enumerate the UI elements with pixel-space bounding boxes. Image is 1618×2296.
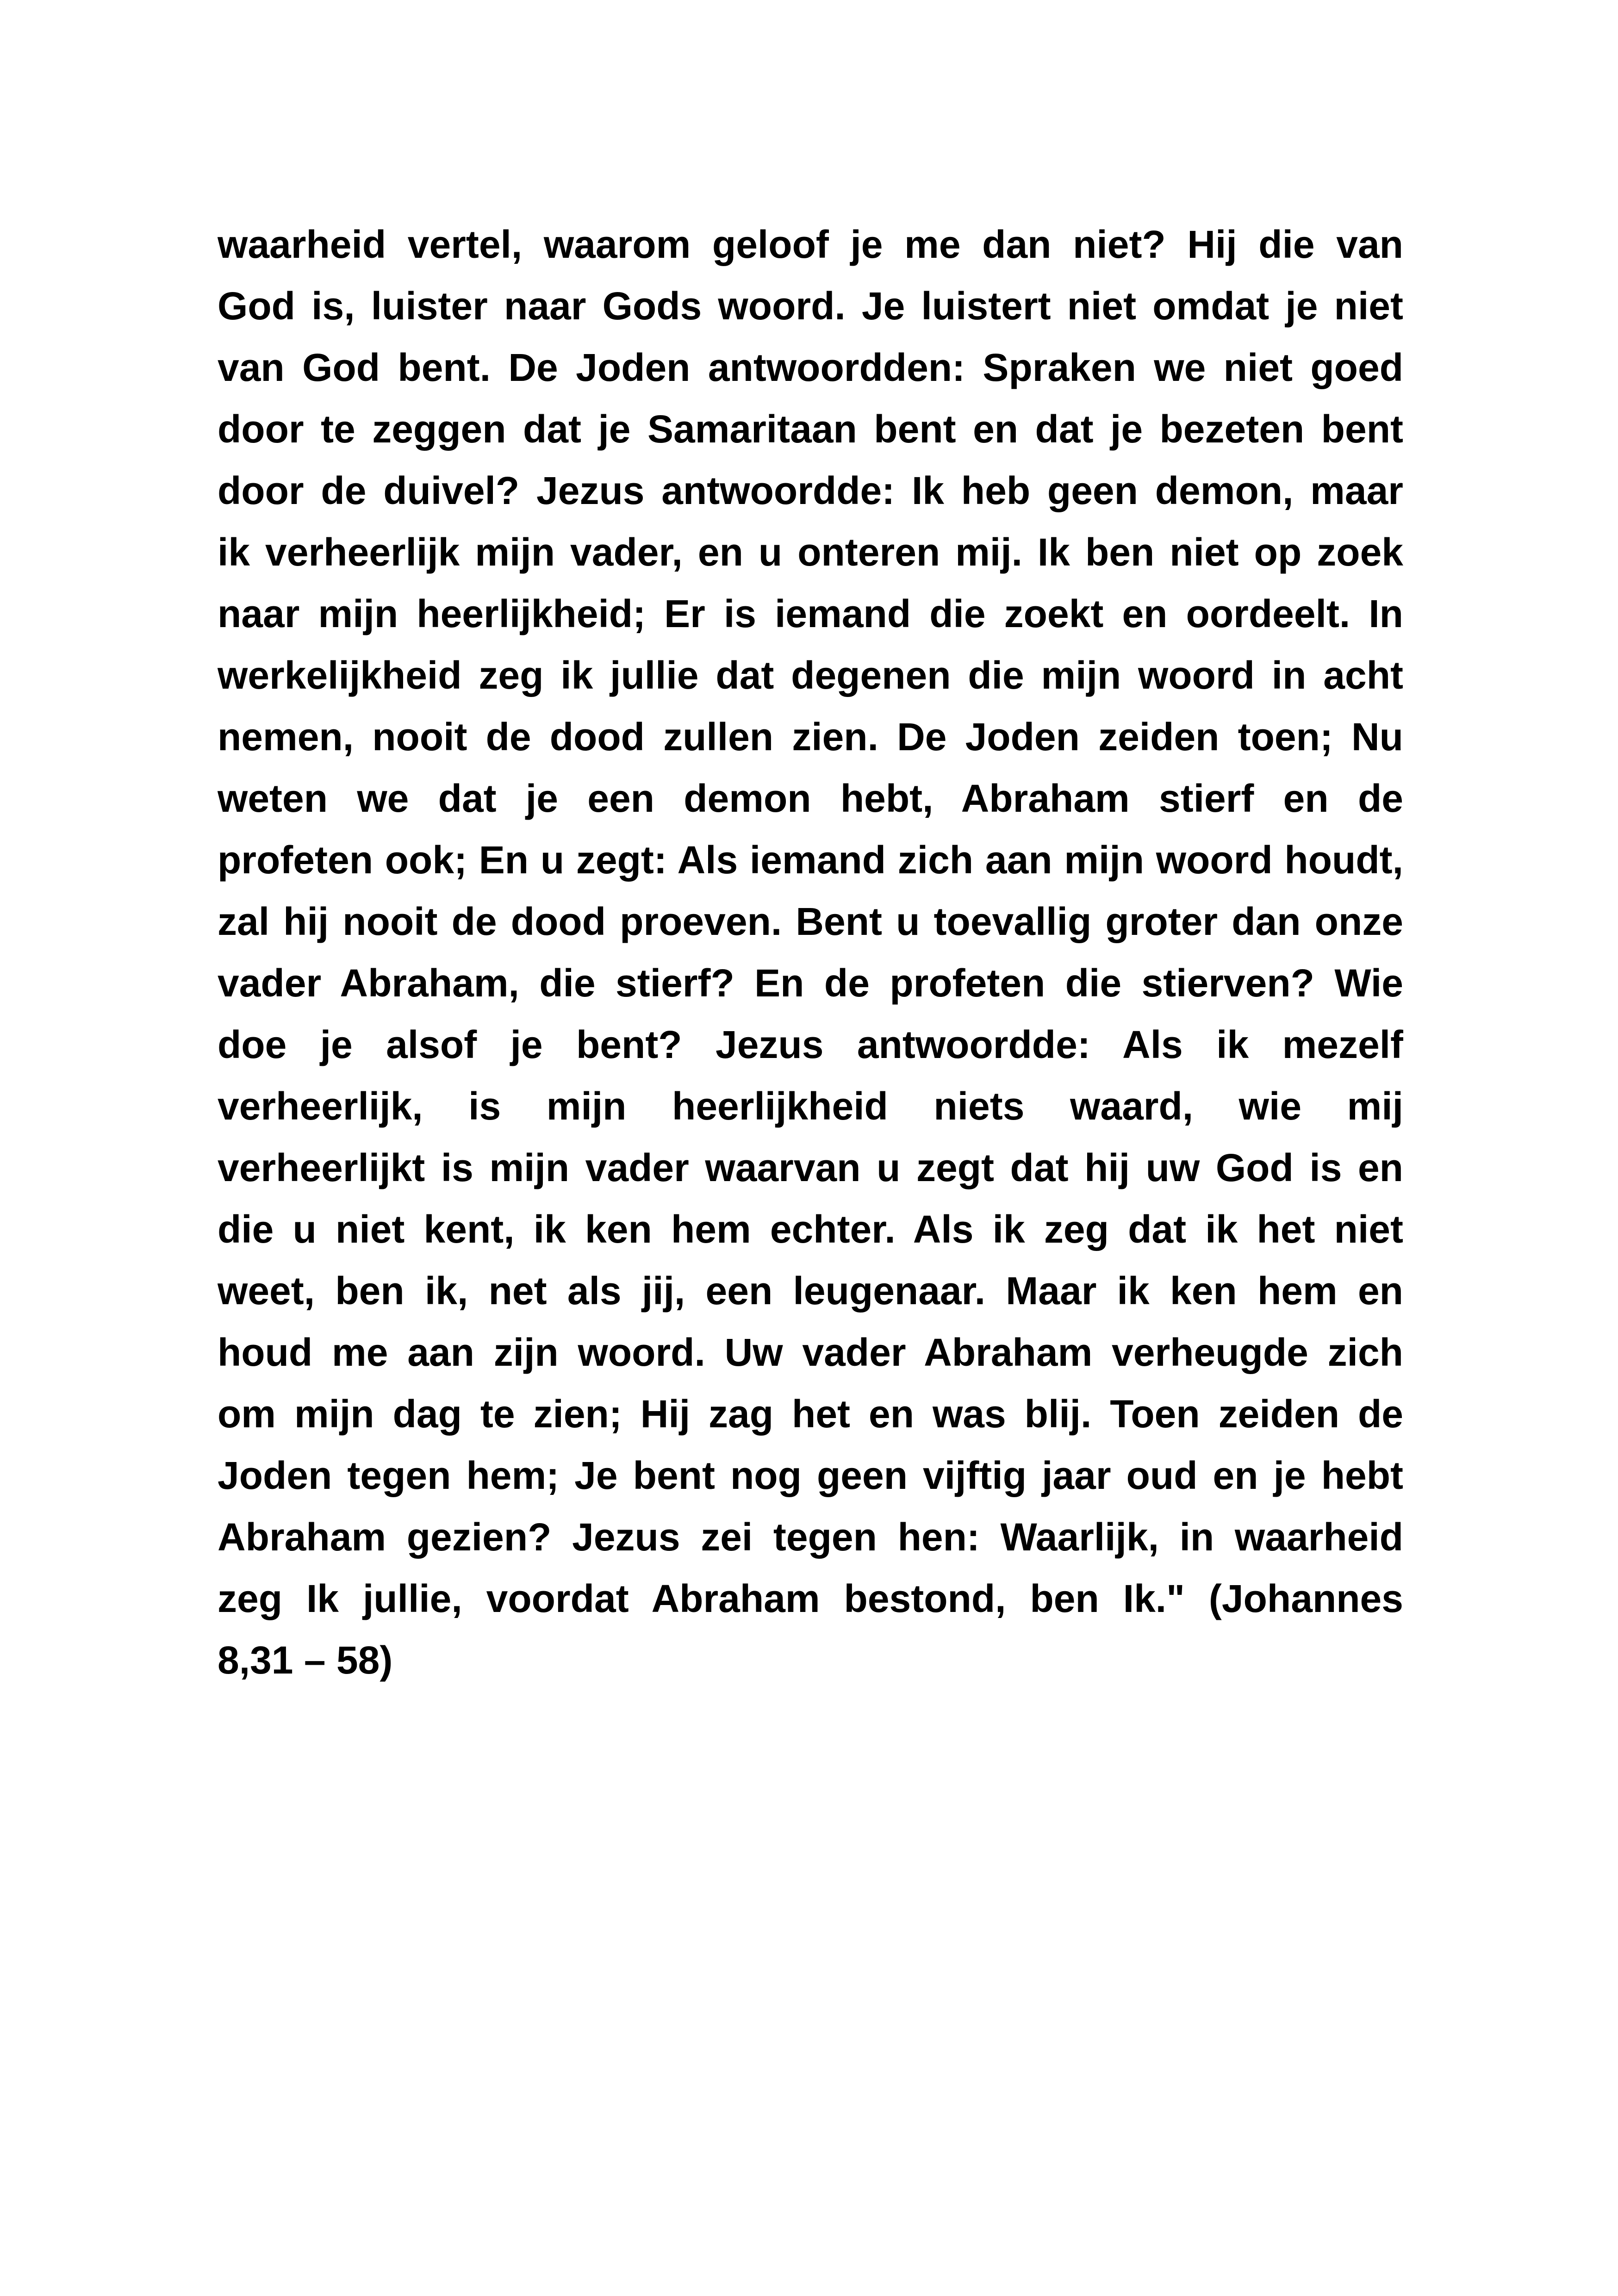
body-text <box>218 214 1403 1691</box>
text-line: door te zeggen dat je Samaritaan bent en dat je bezeten bent <box>218 407 1403 451</box>
text-line: vader Abraham, die stierf? En de profeten die stierven? Wie <box>218 961 1403 1005</box>
text-line: zal hij nooit de dood proeven. Bent u toevallig groter dan onze <box>218 900 1403 943</box>
text-line: verheerlijk, is mijn heerlijkheid niets waard, wie mij <box>218 1084 1403 1128</box>
text-line: werkelijkheid zeg ik jullie dat degenen die mijn woord in acht <box>218 653 1403 697</box>
text-line: door de duivel? Jezus antwoordde: Ik heb geen demon, maar <box>218 469 1403 512</box>
text-line: zeg Ik jullie, voordat Abraham bestond, ben Ik." (Johannes <box>218 1577 1403 1620</box>
text-line: nemen, nooit de dood zullen zien. De Joden zeiden toen; Nu <box>218 715 1403 759</box>
text-line: naar mijn heerlijkheid; Er is iemand die zoekt en oordeelt. In <box>218 592 1403 635</box>
text-line: om mijn dag te zien; Hij zag het en was blij. Toen zeiden de <box>218 1392 1403 1436</box>
citation-line: 8,31 – 58) <box>218 1638 393 1682</box>
text-line: profeten ook; En u zegt: Als iemand zich aan mijn woord houdt, <box>218 838 1403 882</box>
text-line: die u niet kent, ik ken hem echter. Als ik zeg dat ik het niet <box>218 1207 1403 1251</box>
text-line: van God bent. De Joden antwoordden: Spraken we niet goed <box>218 346 1403 389</box>
text-line: weet, ben ik, net als jij, een leugenaar. Maar ik ken hem en <box>218 1269 1403 1313</box>
text-line: ik verheerlijk mijn vader, en u onteren mij. Ik ben niet op zoek <box>218 530 1403 574</box>
text-line: houd me aan zijn woord. Uw vader Abraham verheugde zich <box>218 1331 1403 1374</box>
text-line: waarheid vertel, waarom geloof je me dan niet? Hij die van <box>218 223 1403 266</box>
text-line: weten we dat je een demon hebt, Abraham stierf en de <box>218 777 1403 820</box>
text-line: verheerlijkt is mijn vader waarvan u zegt dat hij uw God is en <box>218 1146 1403 1189</box>
text-line: Joden tegen hem; Je bent nog geen vijftig jaar oud en je hebt <box>218 1454 1403 1497</box>
text-line: Abraham gezien? Jezus zei tegen hen: Waarlijk, in waarheid <box>218 1515 1403 1559</box>
text-line: God is, luister naar Gods woord. Je luistert niet omdat je niet <box>218 284 1403 328</box>
text-line: doe je alsof je bent? Jezus antwoordde: Als ik mezelf <box>218 1023 1403 1066</box>
